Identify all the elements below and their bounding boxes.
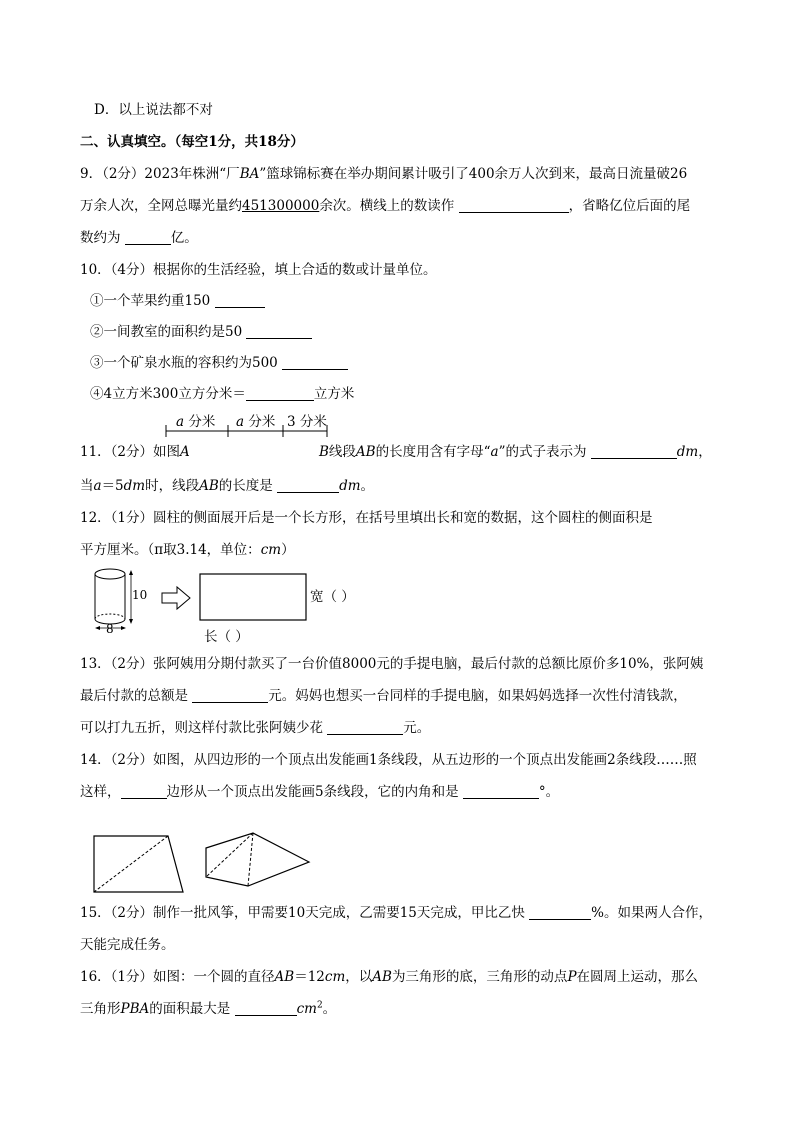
q11-text: 的长度是 (218, 478, 273, 494)
q11-var-a: a (93, 478, 102, 494)
q13-text: 可以打九五折，则这样付款比张阿姨少花 (80, 720, 323, 736)
q9-ba: BA (239, 166, 260, 182)
q11-ab: AB (355, 444, 376, 460)
q16-text: 在圆周上运动，那么 (576, 969, 699, 985)
q14-text: °。 (538, 784, 560, 800)
q9-text: 数约为 (80, 230, 121, 246)
q11-text: 11．（2分）如图 (80, 444, 181, 460)
section-header: 二、认真填空。（每空1分，共18分） (80, 134, 304, 150)
q11-unit: dm (339, 478, 361, 494)
q11-text: ， (698, 444, 712, 460)
q15-line2: 天能完成任务。 (80, 937, 175, 953)
q16-superscript: 2 (316, 1000, 323, 1011)
q11-var-a: a (490, 444, 499, 460)
q14-text: 这样， (80, 784, 121, 800)
q16-unit: cm (296, 1001, 317, 1017)
q11-text: ＝5 (101, 478, 124, 494)
q12-unit: cm (260, 542, 282, 558)
q10-item-text: ③一个矿泉水瓶的容积约为500 (90, 355, 278, 371)
q11-point-a: A (180, 444, 190, 460)
q13-text: 元。 (403, 720, 431, 736)
q9-text: 9．（2分）2023年株洲“厂 (80, 166, 240, 182)
q16-unit: cm (324, 969, 346, 985)
q9-text: 亿。 (170, 230, 198, 246)
q12-text: ） (281, 542, 295, 558)
q11-ab: AB (199, 478, 219, 494)
q12-text: 平方厘米。（π取3.14，单位： (80, 542, 261, 558)
q13-text: 元。妈妈也想买一台同样的手提电脑，如果妈妈选择一次性付清钱款， (268, 688, 687, 704)
q10-item-text: ④4立方米300立方分米＝ (90, 386, 246, 402)
option-d: D．以上说法都不对 (94, 102, 213, 118)
q9-number: 451300000 (242, 198, 320, 214)
q15-text: %。如果两人合作， (591, 905, 712, 921)
q14-line1: 14．（2分）如图，从四边形的一个顶点出发能画1条线段，从五边形的一个顶点出发能画2条线段……照 (80, 752, 697, 768)
q11-unit: dm (676, 444, 699, 460)
q16-line2 (80, 1000, 336, 1018)
q12-diameter-label: 8 (106, 622, 114, 636)
q12-height-label: 10 (132, 588, 148, 602)
q11-text: 的长度用含有字母“ (375, 444, 491, 460)
q16-ab: AB (274, 969, 295, 985)
q12-length-label: 长（ ） (204, 629, 249, 645)
q16-point-p: P (567, 969, 577, 985)
q9-text: ”篮球锦标赛在举办期间累计吸引了400余万人次到来，最高日流量破26 (259, 166, 688, 182)
q15-line1 (80, 904, 712, 922)
q11-text: 时，线段 (145, 478, 200, 494)
q13-line1: 13．（2分）张阿姨用分期付款买了一台价值8000元的手提电脑，最后付款的总额比原价多10%，张阿姨 (80, 656, 704, 672)
q11-seg1-label: a 分米 (176, 414, 216, 430)
q9-text: 余次。横线上的数读作 (319, 198, 455, 214)
q9-text: 万余人次，全网总曝光量约 (80, 198, 242, 214)
q14-text: 边形从一个顶点出发能画5条线段，它的内角和是 (166, 784, 459, 800)
q10-item-text: ①一个苹果约重150 (90, 293, 211, 309)
q11-seg-var: a (176, 414, 185, 430)
q15-text: 15．（2分）制作一批风筝，甲需要10天完成，乙需要15天完成，甲比乙快 (80, 905, 525, 921)
q11-point-b: B (319, 444, 329, 460)
q13-text: 最后付款的总额是 (80, 688, 188, 704)
q16-text: 三角形 (80, 1001, 121, 1017)
q16-blank-area[interactable] (235, 1001, 297, 1016)
q11-text: 线段 (328, 444, 356, 460)
q12-line1: 12．（1分）圆柱的侧面展开后是一个长方形，在括号里填出长和宽的数据，这个圆柱的侧面积是 (80, 510, 653, 526)
q16-text: 为三角形的底，三角形的动点 (391, 969, 568, 985)
q10-item-text: ②一间教室的面积约是50 (90, 324, 243, 340)
q11-text: ”的式子表示为 (498, 444, 587, 460)
q11-text: 当 (80, 478, 94, 494)
q11-text: 。 (360, 478, 375, 494)
q16-text: 。 (322, 1001, 337, 1017)
q11-seg2-label: a 分米 (236, 414, 276, 430)
q15-blank-percent[interactable] (529, 905, 591, 920)
q16-line1 (80, 968, 698, 986)
q12-width-label: 宽（ ） (310, 589, 355, 605)
q9-text: ，省略亿位后面的尾 (568, 198, 691, 214)
q16-text: 的面积最大是 (149, 1001, 231, 1017)
q11-seg3-label: 3 分米 (287, 414, 327, 430)
q11-unit: dm (123, 478, 146, 494)
q16-text: ＝12 (294, 969, 325, 985)
q11-seg-var: a (236, 414, 245, 430)
q16-ab: AB (372, 969, 392, 985)
q10-stem: 10．（4分）根据你的生活经验，填上合适的数或计量单位。 (80, 262, 437, 278)
q16-text: ，以 (345, 969, 373, 985)
q16-pba: PBA (120, 1001, 150, 1017)
q16-text: 16．（1分）如图：一个圆的直径 (80, 969, 275, 985)
q10-item-text: 立方米 (313, 386, 355, 402)
